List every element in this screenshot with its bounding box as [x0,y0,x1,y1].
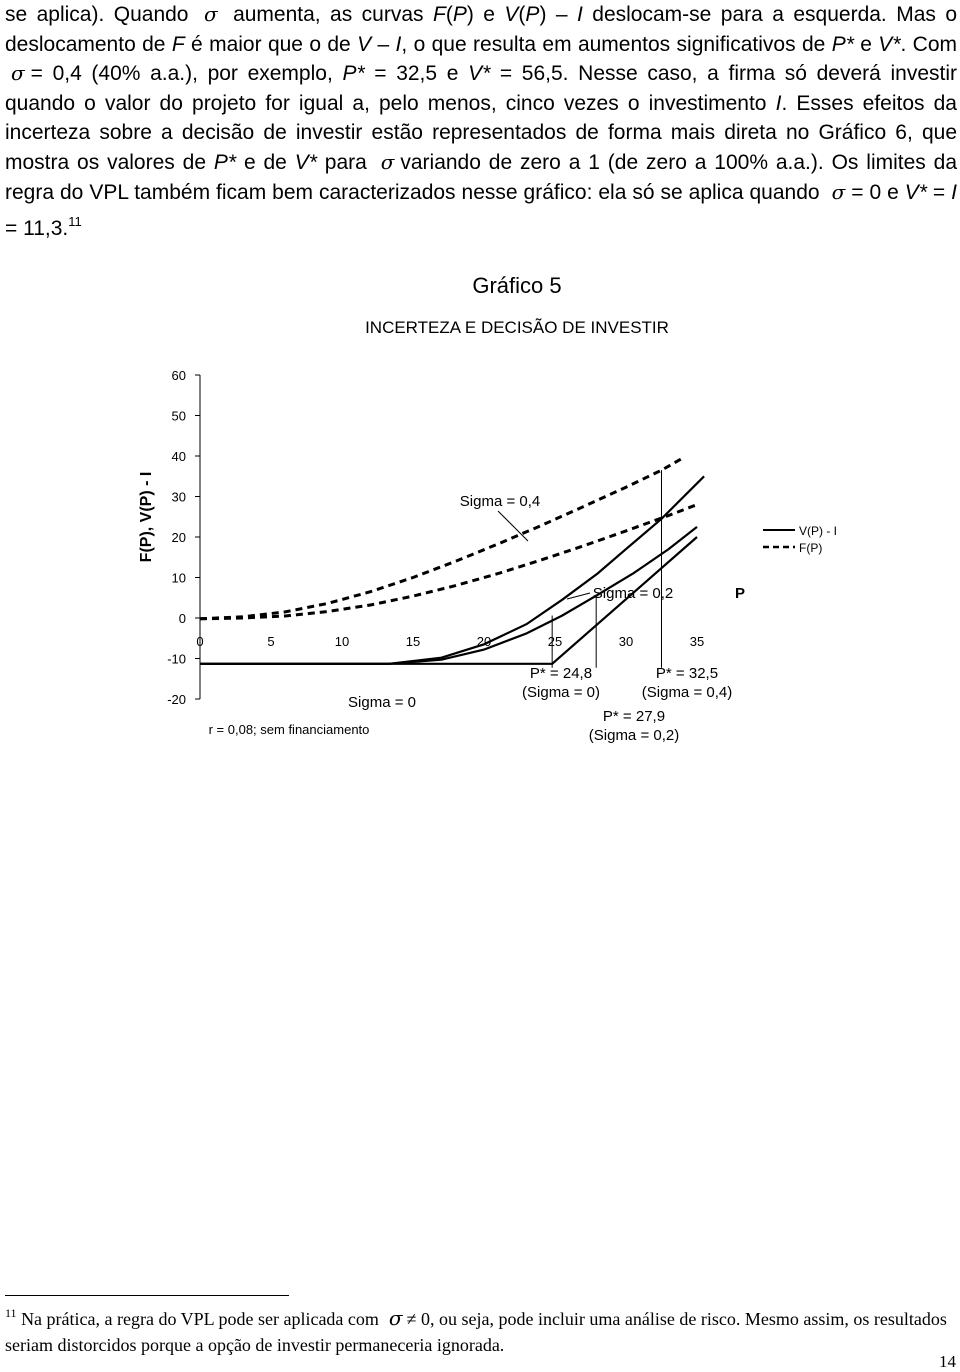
sigma-symbol: σ [380,149,395,174]
legend-entry: V(P) - I [799,524,837,538]
footnote: $^{11}$ Na prática, a regra do VPL pode ser aplicada com σ ≠ 0, ou seja, pode incluir uma análise de risco. Mesmo assim, os resultados seriam distorcidos porque a opção de investir permaneceria ignorada. [5,1306,947,1355]
y-tick-label: 20 [171,530,186,545]
annotation-rate: r = 0,08; sem financiamento [208,722,370,737]
not-equal-symbol: ≠ [406,1309,417,1329]
x-tick-label: 35 [689,634,705,649]
body-paragraph: se aplica). Quando σ aumenta, as curvas F(P) e V(P) – I deslocam-se para a esquerda. Mas o deslocamento de F é maior que o de V – I, o que resulta em aumentos significativos de P* e V*. Com σ = 0,4 (40% a.a.), por exemplo, P* = 32,5 e V* = 56,5. Nesse caso, a firma só deverá investir quando o valor do projeto for igual a, pelo menos, cinco vezes o investimento I. Esses efeitos da incerteza sobre a decisão de investir estão representados de forma mais direta no Gráfico 6, que mostra os valores de P* e de V* para σ variando de zero a 1 (de zero a 100% a.a.). Os limites da regra do VPL também ficam bem caracterizados nesse gráfico: ela só se aplica quando σ = 0 e V* = I = 11,3.11 [5,2,958,241]
pstar-label-sigma: (Sigma = 0,4) [641,684,733,701]
x-tick-label: 15 [405,634,421,649]
page-number: 14 [939,1352,956,1371]
y-axis-title: F(P), V(P) - I [138,471,155,563]
sigma-symbol: σ [831,179,846,204]
sigma-symbol: σ [203,2,218,26]
footnote-number: 11 [5,1306,17,1320]
y-tick-label: 30 [171,489,186,505]
y-tick-label: 40 [171,449,186,464]
sigma-symbol: σ [388,1306,403,1330]
chart-curves [200,458,704,664]
pstar-label: P* = 32,5 [655,665,719,682]
x-tick-label: 10 [334,634,350,649]
chart-legend [763,524,837,555]
chart-subtitle: INCERTEZA E DECISÃO DE INVESTIR [365,318,669,337]
pstar-label-sigma: (Sigma = 0) [522,684,600,701]
y-tick-label: 10 [171,570,186,586]
chart-markers [552,470,661,668]
chart-caption: Gráfico 5 [472,273,562,298]
x-tick-label: 5 [267,634,275,649]
x-tick-label: 0 [196,634,204,649]
x-tick-label: 20 [476,634,492,649]
footnote-rule [5,1295,289,1296]
chart-labels [209,493,733,744]
annotation-sigma-02: Sigma = 0,2 [592,585,674,602]
x-tick-label: 30 [618,634,634,649]
sigma-symbol: σ [11,61,25,86]
pstar-label: P* = 27,9 [602,708,666,725]
chart-axes [138,368,745,707]
footnote-reference: 11 [68,214,82,230]
annotation-sigma-0: Sigma = 0 [348,694,416,711]
x-axis-title: P [734,585,746,602]
y-tick-label: 60 [171,368,186,383]
annotation-sigma-04: Sigma = 0,4 [459,493,541,510]
x-tick-label: 25 [547,634,563,649]
pstar-label: P* = 24,8 [529,665,593,682]
pstar-label-sigma: (Sigma = 0,2) [588,727,680,744]
y-tick-label: -10 [167,651,186,667]
legend-entry: F(P) [799,541,823,555]
y-tick-label: 50 [171,408,186,424]
y-tick-label: 0 [178,611,186,626]
y-tick-label: -20 [167,692,186,707]
